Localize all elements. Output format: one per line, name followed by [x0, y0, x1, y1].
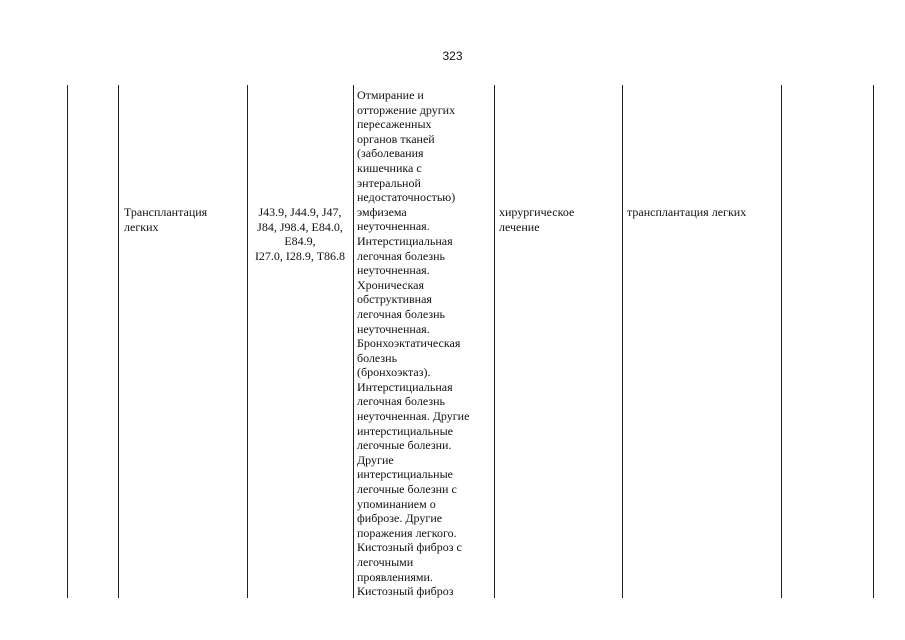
text-line: неуточненная. Другие	[357, 409, 470, 424]
text-line: Интерстициальная	[357, 233, 453, 248]
table-border	[494, 85, 495, 598]
table-border	[118, 85, 119, 598]
text-line: Отмирание и	[357, 88, 424, 102]
text-line: Кистозный фиброз	[357, 584, 454, 599]
text-line: J43.9, J44.9, J47,	[258, 205, 342, 219]
text-line: лечение	[499, 219, 540, 234]
text-line: Трансплантация	[124, 205, 208, 219]
text-line: Интерстициальная	[357, 379, 453, 394]
text-line: Другие	[357, 452, 394, 467]
text-line: энтеральной	[357, 175, 421, 190]
text-line: Кистозный фиброз с	[357, 540, 462, 555]
table-border	[622, 85, 623, 598]
text-line: J84, J98.4, E84.0,	[257, 219, 343, 234]
table-border	[247, 85, 248, 598]
text-line: легочная болезнь	[357, 394, 445, 409]
table-border	[873, 85, 874, 598]
text-line: Хроническая	[357, 277, 424, 292]
text-line: легочными	[357, 555, 414, 569]
text-line: болезнь	[357, 350, 398, 365]
text-line: кишечника с	[357, 160, 422, 175]
text-line: фиброзе. Другие	[357, 511, 443, 526]
method-cell	[627, 205, 746, 220]
text-line: легочные болезни.	[357, 438, 452, 453]
text-line: интерстициальные	[357, 423, 453, 438]
text-line: Бронхоэктатическая	[357, 336, 461, 351]
text-line: проявлениями.	[357, 569, 433, 584]
diagnosis-cell	[357, 88, 469, 599]
table-border	[781, 85, 782, 598]
text-line: недостаточностью)	[357, 190, 456, 205]
icd-codes-cell	[250, 205, 350, 263]
text-line: (заболевания	[357, 146, 424, 161]
text-line: трансплантация легких	[627, 205, 747, 219]
text-line: обструктивная	[357, 292, 432, 307]
text-line: эмфизема	[357, 204, 407, 219]
text-line: (бронхоэктаз).	[357, 365, 431, 380]
text-line: I27.0, I28.9, T86.8	[254, 248, 346, 263]
table-border	[67, 85, 68, 598]
text-line: E84.9,	[284, 234, 316, 249]
text-line: хирургическое	[499, 205, 575, 219]
treatment-type-cell	[499, 205, 574, 234]
text-line: пересаженных	[357, 117, 432, 132]
text-line: неуточненная.	[357, 321, 430, 336]
text-line: отторжение других	[357, 102, 456, 117]
text-line: органов тканей	[357, 131, 435, 146]
text-line: неуточненная.	[357, 263, 430, 278]
text-line: легких	[124, 219, 159, 234]
text-line: неуточненная.	[357, 219, 430, 234]
page-number: 323	[442, 49, 463, 63]
text-line: легочная болезнь	[357, 306, 445, 321]
procedure-cell	[124, 205, 207, 234]
table-border	[353, 85, 354, 598]
text-line: упоминанием о	[357, 496, 436, 511]
text-line: поражения легкого.	[357, 525, 457, 540]
text-line: интерстициальные	[357, 467, 453, 482]
text-line: легочная болезнь	[357, 248, 445, 263]
text-line: легочные болезни с	[357, 482, 457, 497]
